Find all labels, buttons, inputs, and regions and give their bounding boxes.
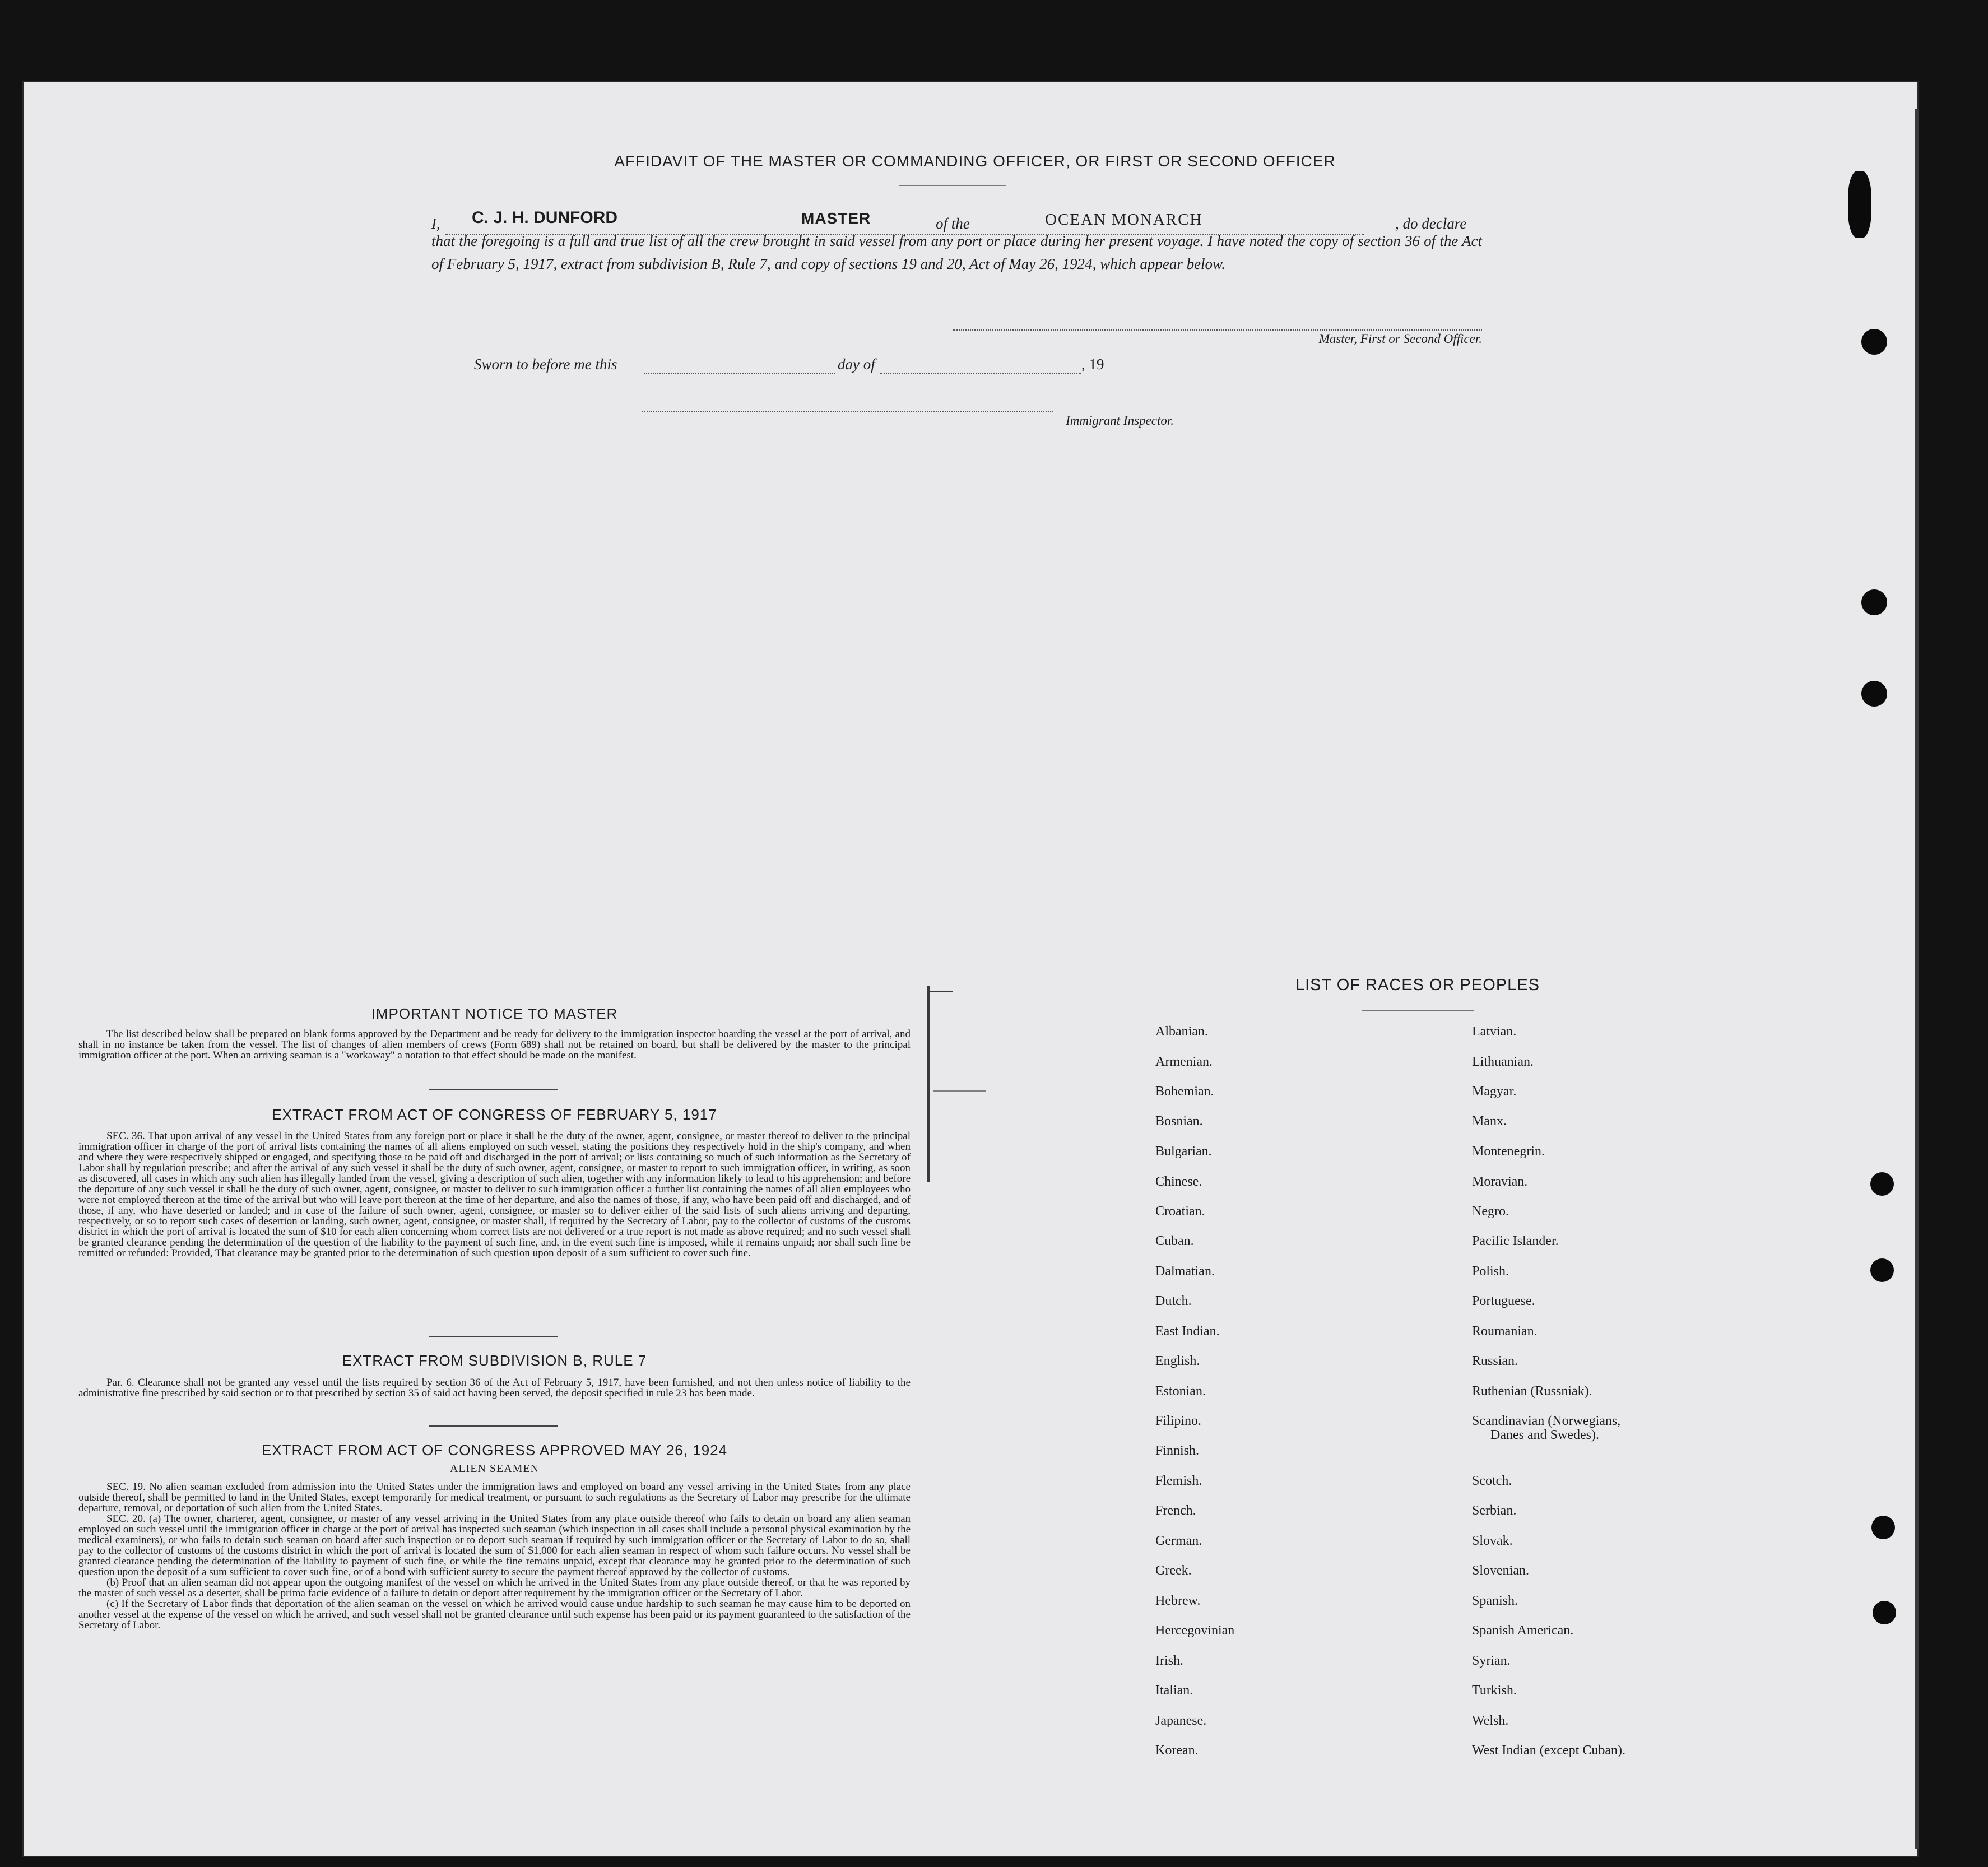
race-item: Welsh. [1472,1713,1509,1728]
sec20c-text: (c) If the Secretary of Labor finds that deportation of the alien seaman on the vessel on which he arrived would cause undue hardship to such seaman he may cause him to be deported on another vessel at the expense of the vessel on which he arrived, and such vessel shall not be granted clearance until such expense has been paid or its payment guaranteed to the satisfaction of the Secretary of Labor. [78,1598,911,1631]
race-item: Lithuanian. [1472,1055,1534,1069]
race-item: Bohemian. [1155,1084,1214,1099]
vessel-name-field: OCEAN MONARCH [1045,211,1203,229]
alien-seamen-subtitle: ALIEN SEAMEN [449,1462,540,1475]
race-item: Serbian. [1472,1503,1517,1518]
race-item: Danes and Swedes). [1490,1428,1599,1442]
sec20a-paragraph [78,1513,911,1577]
race-item: Flemish. [1155,1474,1202,1488]
race-item: Slovenian. [1472,1563,1529,1578]
rule7-text: Par. 6. Clearance shall not be granted any vessel until the lists required by section 36 of the Act of February 5, 1917, have been furnished, and not then unless notice of liability to the administrative fine prescribed by said section or to that prescribed by section 35 of said act having been served, the deposit specified in rule 23 has been made. [78,1377,911,1399]
divider [899,185,1006,186]
race-item: Roumanian. [1472,1324,1538,1339]
race-item: Moravian. [1472,1174,1528,1189]
affidavit-body: that the foregoing is a full and true list of all the crew brought in said vessel from any port or place during her present voyage. I have noted the copy of section 36 of the Act of February 5, 1917, extract from subdivision B, Rule 7, and copy of sections 19 and 20, Act of May 26, 1924, which appear below. [431,233,1482,272]
race-item: Slovak. [1472,1534,1513,1548]
race-item: Latvian. [1472,1024,1517,1039]
extract-1924-title: EXTRACT FROM ACT OF CONGRESS APPROVED MAY 26, 1924 [261,1442,728,1459]
notice-title: IMPORTANT NOTICE TO MASTER [371,1005,618,1022]
race-item: Russian. [1472,1354,1518,1368]
race-item: Croatian. [1155,1204,1205,1219]
race-item: Bosnian. [1155,1114,1203,1128]
sheet-edge-shadow [1915,109,1919,1849]
extract-1917-body [78,1131,911,1258]
signature-label: Master, First or Second Officer. [1318,332,1482,346]
race-item: Albanian. [1155,1024,1208,1039]
race-item: Hercegovinian [1155,1623,1235,1638]
divider [1362,1010,1474,1011]
race-item: English. [1155,1354,1200,1368]
race-item: Armenian. [1155,1055,1213,1069]
divider [429,1089,558,1090]
inspector-signature-line [642,411,1053,412]
ink-blot [1848,171,1871,238]
race-item: Scotch. [1472,1474,1512,1488]
of-the-label: of the [936,215,970,232]
i-label: I, [431,215,440,232]
punch-hole [1861,681,1887,707]
race-item: West Indian (except Cuban). [1472,1743,1625,1758]
race-item: Hebrew. [1155,1594,1201,1608]
sec20b-paragraph [78,1577,911,1599]
punch-hole [1873,1601,1896,1624]
race-item: Chinese. [1155,1174,1202,1189]
race-item: Pacific Islander. [1472,1234,1559,1248]
signature-line [953,329,1482,331]
notice-body [78,1029,911,1061]
race-item: Cuban. [1155,1234,1194,1248]
rank-field: MASTER [801,210,871,227]
master-name-field: C. J. H. DUNFORD [472,208,618,227]
sworn-label: Sworn to before me this [474,356,617,373]
race-item: Korean. [1155,1743,1199,1758]
extract-1917-title: EXTRACT FROM ACT OF CONGRESS OF FEBRUARY 5, 1917 [272,1106,717,1123]
sec19-paragraph [78,1481,911,1513]
punch-hole [1861,329,1887,355]
year-label: , 19 [1081,356,1104,373]
race-item: Italian. [1155,1683,1193,1698]
rule7-body [78,1377,911,1399]
sworn-day-line [644,373,835,374]
race-item: Manx. [1472,1114,1507,1128]
stamp-mark [933,1090,986,1092]
race-item: Bulgarian. [1155,1144,1212,1159]
sec36-text: SEC. 36. That upon arrival of any vessel in the United States from any foreign port or place it shall be the duty of the owner, agent, consignee, or master thereof to deliver to the principal immigration officer in charge of the port of arrival lists containing the names of all aliens employed on such vessel, stating the positions they respectively hold in the ship's company, and when and where they were respectively shipped or engaged, and specifying those to be paid off and discharged in the port of arrival; or lists containing so much of such information as the Secretary of Labor shall by regulation prescribe; and after the arrival of any such vessel it shall be the duty of such owner, agent, consignee, or master to report to such immigration officer, in writing, as soon as discovered, all cases in which any such alien has illegally landed from the vessel, giving a description of such alien, together with any information likely to lead to his apprehension; and before the departure of any such vessel it shall be the duty of such owner, agent, consignee, or master to deliver to such immigration officer a further list containing the names of all alien employees who were not employed thereon at the time of the arrival but who will leave port thereon at the time of her departure, and also the names of those, if any, who have been paid off and discharged, and of those, if any, who have deserted or landed; and in case of the failure of such owner, agent, consignee, or master so to deliver either of the said lists of such aliens arriving and departing, respectively, or so to report such cases of desertion or landing, such owner, agent, consignee, or master shall, if required by the Secretary of Labor, pay to the collector of customs of the customs district in which the port of arrival is located the sum of $10 for each alien concerning whom correct lists are not delivered or a true report is not made as above required; and no such vessel shall be granted clearance pending the determination of the question of the liability to the payment of such fine, and, in the event such fine is imposed, while it remains unpaid; nor shall such fine be remitted or refunded: Provided, That clearance may be granted prior to the determination of such question upon deposit of a sum sufficient to cover such fine. [78,1130,911,1259]
race-item: German. [1155,1534,1202,1548]
race-item: Dutch. [1155,1294,1192,1308]
race-item: Magyar. [1472,1084,1517,1099]
race-item: Japanese. [1155,1713,1207,1728]
race-item: Estonian. [1155,1384,1206,1399]
sec20c-paragraph [78,1599,911,1631]
divider [429,1336,558,1337]
race-item: Greek. [1155,1563,1192,1578]
punch-hole [1870,1172,1894,1196]
inspector-label: Immigrant Inspector. [1066,414,1174,428]
race-item: Dalmatian. [1155,1264,1215,1279]
race-item: Spanish. [1472,1594,1518,1608]
race-item: French. [1155,1503,1196,1518]
race-item: Polish. [1472,1264,1509,1279]
race-item: Negro. [1472,1204,1509,1219]
sec20b-text: (b) Proof that an alien seaman did not appear upon the outgoing manifest of the vessel on which he arrived in the United States from any place outside thereof, or that he was reported by the master of such vessel as a deserter, shall be prima facie evidence of a failure to detain or deport after requirement by the immigration officer or the Secretary of Labor. [78,1577,911,1599]
race-item: Portuguese. [1472,1294,1535,1308]
rule7-title: EXTRACT FROM SUBDIVISION B, RULE 7 [342,1352,647,1369]
stamp-mark [927,986,930,1182]
punch-hole [1861,589,1887,615]
race-item: Spanish American. [1472,1623,1574,1638]
punch-hole [1871,1516,1895,1539]
sec20a-text: SEC. 20. (a) The owner, charterer, agent, consignee, or master of any vessel arriving in the United States from any place outside thereof who fails to detain on board any alien seaman employed on such vessel until the immigration officer in charge at the port of arrival has inspected such seaman (which inspection in all cases shall include a personal physical examination by the medical examiners), or who fails to detain such seaman on board after such inspection or to deport such seaman if required by such immigration officer or the Secretary of Labor to do so, shall pay to the collector of customs of the customs district in which the port of arrival is located the sum of $1,000 for each alien seaman in respect of whom such failure occurs. No vessel shall be granted clearance pending the determination of the liability to payment of such fine, or while the fine remains unpaid, except that clearance may be granted prior to the determination of such question upon the deposit of a sum sufficient to cover such fine, or of a bond with sufficient surety to secure the payment thereof approved by the collector of customs. [78,1513,911,1578]
race-item: East Indian. [1155,1324,1220,1339]
race-item: Montenegrin. [1472,1144,1545,1159]
stamp-mark [930,991,953,992]
race-item: Finnish. [1155,1443,1200,1458]
affidavit-title: AFFIDAVIT OF THE MASTER OR COMMANDING OFFICER, OR FIRST OR SECOND OFFICER [614,152,1336,170]
extract-1924-body [78,1481,911,1631]
race-item: Syrian. [1472,1654,1511,1668]
race-item: Filipino. [1155,1414,1202,1428]
divider [429,1425,558,1427]
do-declare-label: , do declare [1395,215,1467,232]
notice-text: The list described below shall be prepared on blank forms approved by the Department and be ready for delivery to the immigration inspector boarding the vessel at the port of arrival, and shall in no instance be taken from the vessel. The list of changes of alien members of crews (Form 689) shall not be retained on board, but shall be delivered by the master to the principal immigration officer at the port. When an arriving seaman is a "workaway" a notation to that effect should be made on the manifest. [78,1028,911,1061]
race-item: Turkish. [1472,1683,1517,1698]
race-item: Irish. [1155,1654,1183,1668]
race-item: Ruthenian (Russniak). [1472,1384,1592,1399]
sec19-text: SEC. 19. No alien seaman excluded from admission into the United States under the immigration laws and employed on board any vessel arriving in the United States from any place outside thereof, shall be permitted to land in the United States, except temporarily for medical treatment, or pursuant to such regulations as the Secretary of Labor may prescribe for the ultimate departure, removal, or deportation of such alien from the United States. [78,1481,911,1514]
sworn-month-line [880,373,1081,374]
races-title: LIST OF RACES OR PEOPLES [1295,976,1540,994]
punch-hole [1870,1258,1894,1282]
day-of-label: day of [838,356,875,373]
race-item: Scandinavian (Norwegians, [1472,1414,1621,1428]
